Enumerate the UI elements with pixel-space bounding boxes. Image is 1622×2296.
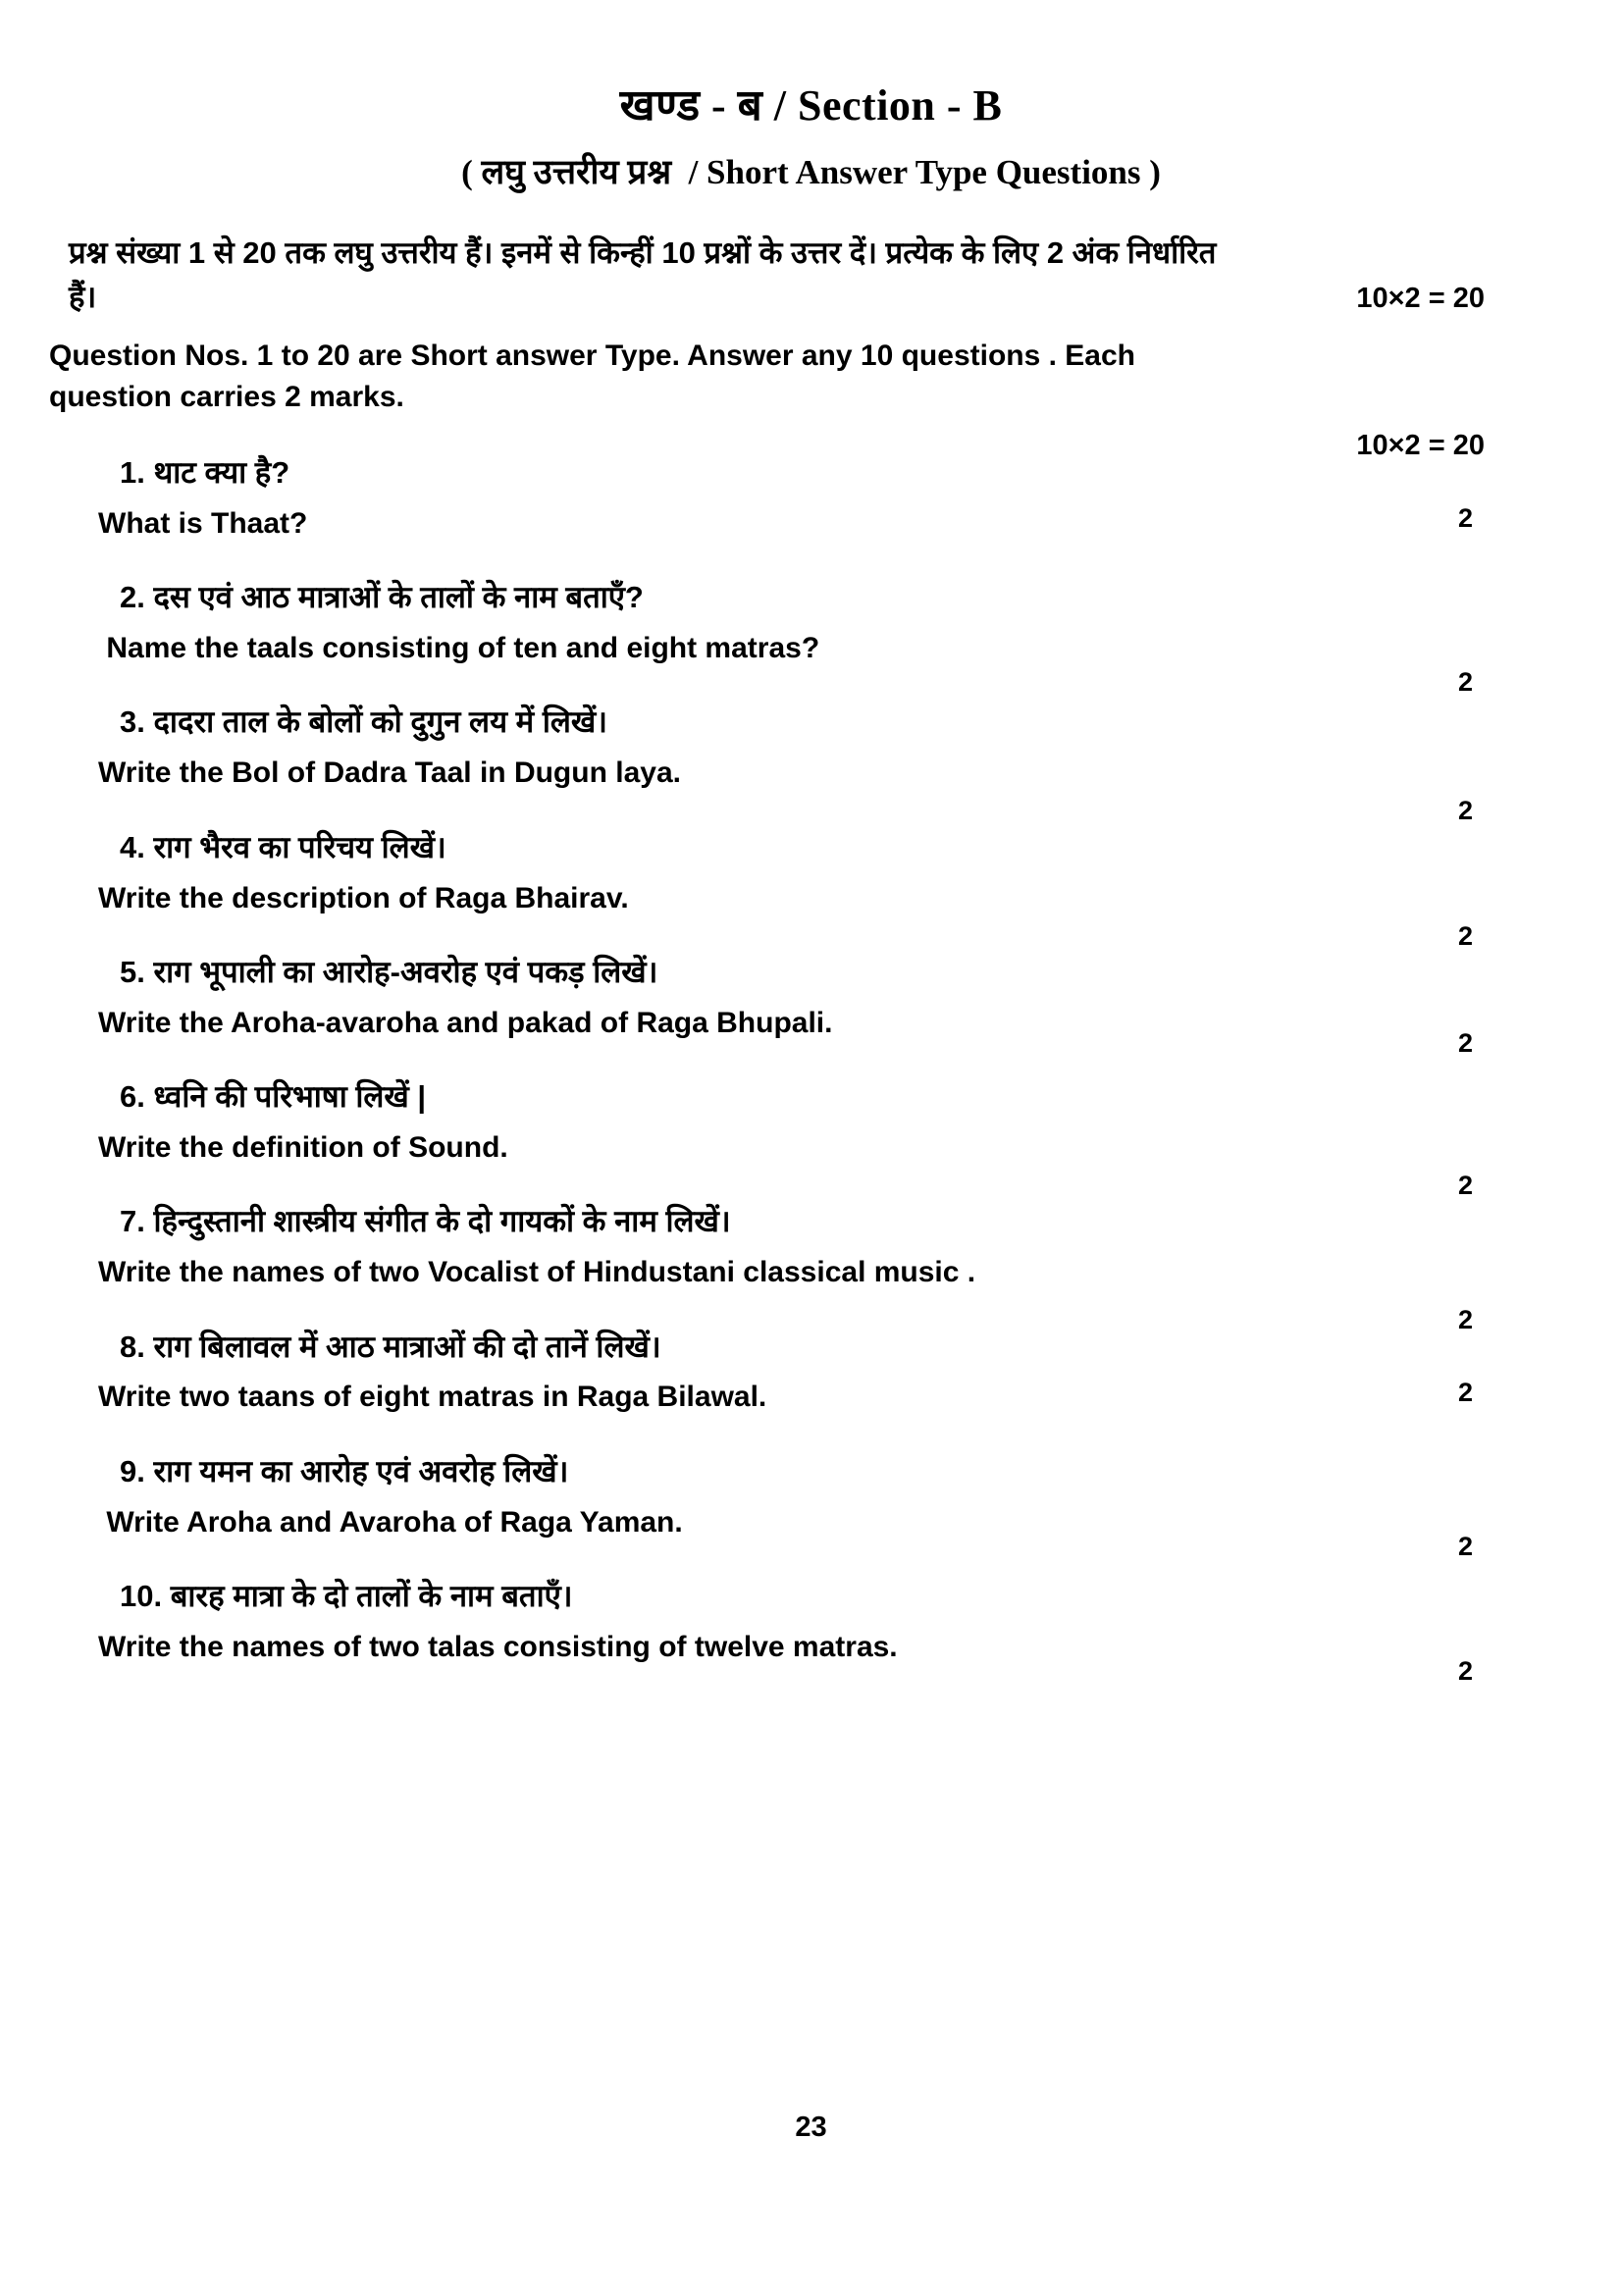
- instruction-hindi-row: [69, 232, 1573, 320]
- question-marks: 2: [1457, 1531, 1473, 1561]
- page-header: [0, 0, 1622, 192]
- question-hindi-text: 2. दस एवं आठ मात्राओं के तालों के नाम बताएँ?: [120, 580, 644, 615]
- question-item: [98, 827, 1573, 951]
- instruction-english-text: Question Nos. 1 to 20 are Short answer Type. Answer any 10 questions . Each question carries 2 marks.: [49, 339, 1144, 414]
- question-item: [98, 1327, 1573, 1418]
- question-hindi-text: 9. राग यमन का आरोह एवं अवरोह लिखें।: [120, 1453, 569, 1488]
- question-hindi-text: 5. राग भूपाली का आरोह-अवरोह एवं पकड़ लिखें।: [120, 954, 658, 989]
- question-hindi-text: 1. थाट क्या है?: [120, 454, 290, 490]
- question-english-text: Write the Aroha-avaroha and pakad of Raga Bhupali.: [98, 1006, 833, 1039]
- question-english-text: Name the taals consisting of ten and eight matras?: [98, 632, 820, 665]
- question-hindi-text: 3. दादरा ताल के बोलों को दुगुन लय में लिखें।: [120, 704, 607, 740]
- question-hindi-text: 10. बारह मात्रा के दो तालों के नाम बताएँ।: [120, 1579, 573, 1614]
- question-item: [98, 1076, 1573, 1201]
- question-english-text: Write the names of two talas consisting of twelve matras.: [98, 1630, 898, 1663]
- question-item: [98, 1201, 1573, 1335]
- question-marks: 2: [1457, 796, 1473, 826]
- question-english-text: Write the definition of Sound.: [98, 1130, 508, 1164]
- page-number: 23: [795, 2112, 827, 2143]
- instruction-hindi-text: प्रश्न संख्या 1 से 20 तक लघु उत्तरीय हैं। इनमें से किन्हीं 10 प्रश्नों के उत्तर दें। प्रत्येक के लिए 2 अंक निर्धारित हैं।: [69, 235, 1226, 314]
- question-hindi-text: 4. राग भैरव का परिचय लिखें।: [120, 829, 446, 864]
- question-item: [98, 1451, 1573, 1561]
- question-english-text: Write Aroha and Avaroha of Raga Yaman.: [98, 1505, 683, 1539]
- section-title: खण्ड - ब / Section - B: [619, 81, 1003, 130]
- question-marks: 2: [1457, 1656, 1473, 1687]
- questions-list: [0, 452, 1622, 1687]
- question-hindi-text: 7. हिन्दुस्तानी शास्त्रीय संगीत के दो गायकों के नाम लिखें।: [120, 1204, 731, 1239]
- question-item: [98, 1576, 1573, 1687]
- instructions-block: [0, 232, 1622, 461]
- question-hindi-text: 8. राग बिलावल में आठ मात्राओं की दो तानें लिखें।: [120, 1329, 661, 1364]
- question-item: [98, 952, 1573, 1058]
- question-english-text: Write two taans of eight matras in Raga Bilawal.: [98, 1381, 767, 1414]
- instruction-english-marks: 10×2 = 20: [1356, 429, 1485, 461]
- question-english-text: Write the description of Raga Bhairav.: [98, 881, 629, 914]
- question-marks: 2: [1457, 1377, 1473, 1407]
- question-marks: 2: [1457, 1171, 1473, 1201]
- question-marks: 2: [1457, 1027, 1473, 1058]
- question-english-text: Write the Bol of Dadra Taal in Dugun laya.: [98, 757, 681, 790]
- question-item: [98, 577, 1573, 698]
- question-marks: 2: [1457, 667, 1473, 698]
- question-marks: 2: [1457, 1305, 1473, 1335]
- instruction-english-row: [49, 336, 1573, 461]
- instruction-hindi-marks: 10×2 = 20: [1356, 282, 1485, 314]
- question-hindi-text: 6. ध्वनि की परिभाषा लिखें |: [120, 1079, 427, 1115]
- question-marks: 2: [1457, 920, 1473, 951]
- question-item: [98, 452, 1573, 544]
- question-item: [98, 702, 1573, 826]
- question-english-text: Write the names of two Vocalist of Hindustani classical music .: [98, 1256, 976, 1289]
- section-subtitle: ( लघु उत्तरीय प्रश्न / Short Answer Type Questions ): [461, 153, 1161, 192]
- question-english-text: What is Thaat?: [98, 506, 308, 540]
- question-marks: 2: [1457, 502, 1473, 533]
